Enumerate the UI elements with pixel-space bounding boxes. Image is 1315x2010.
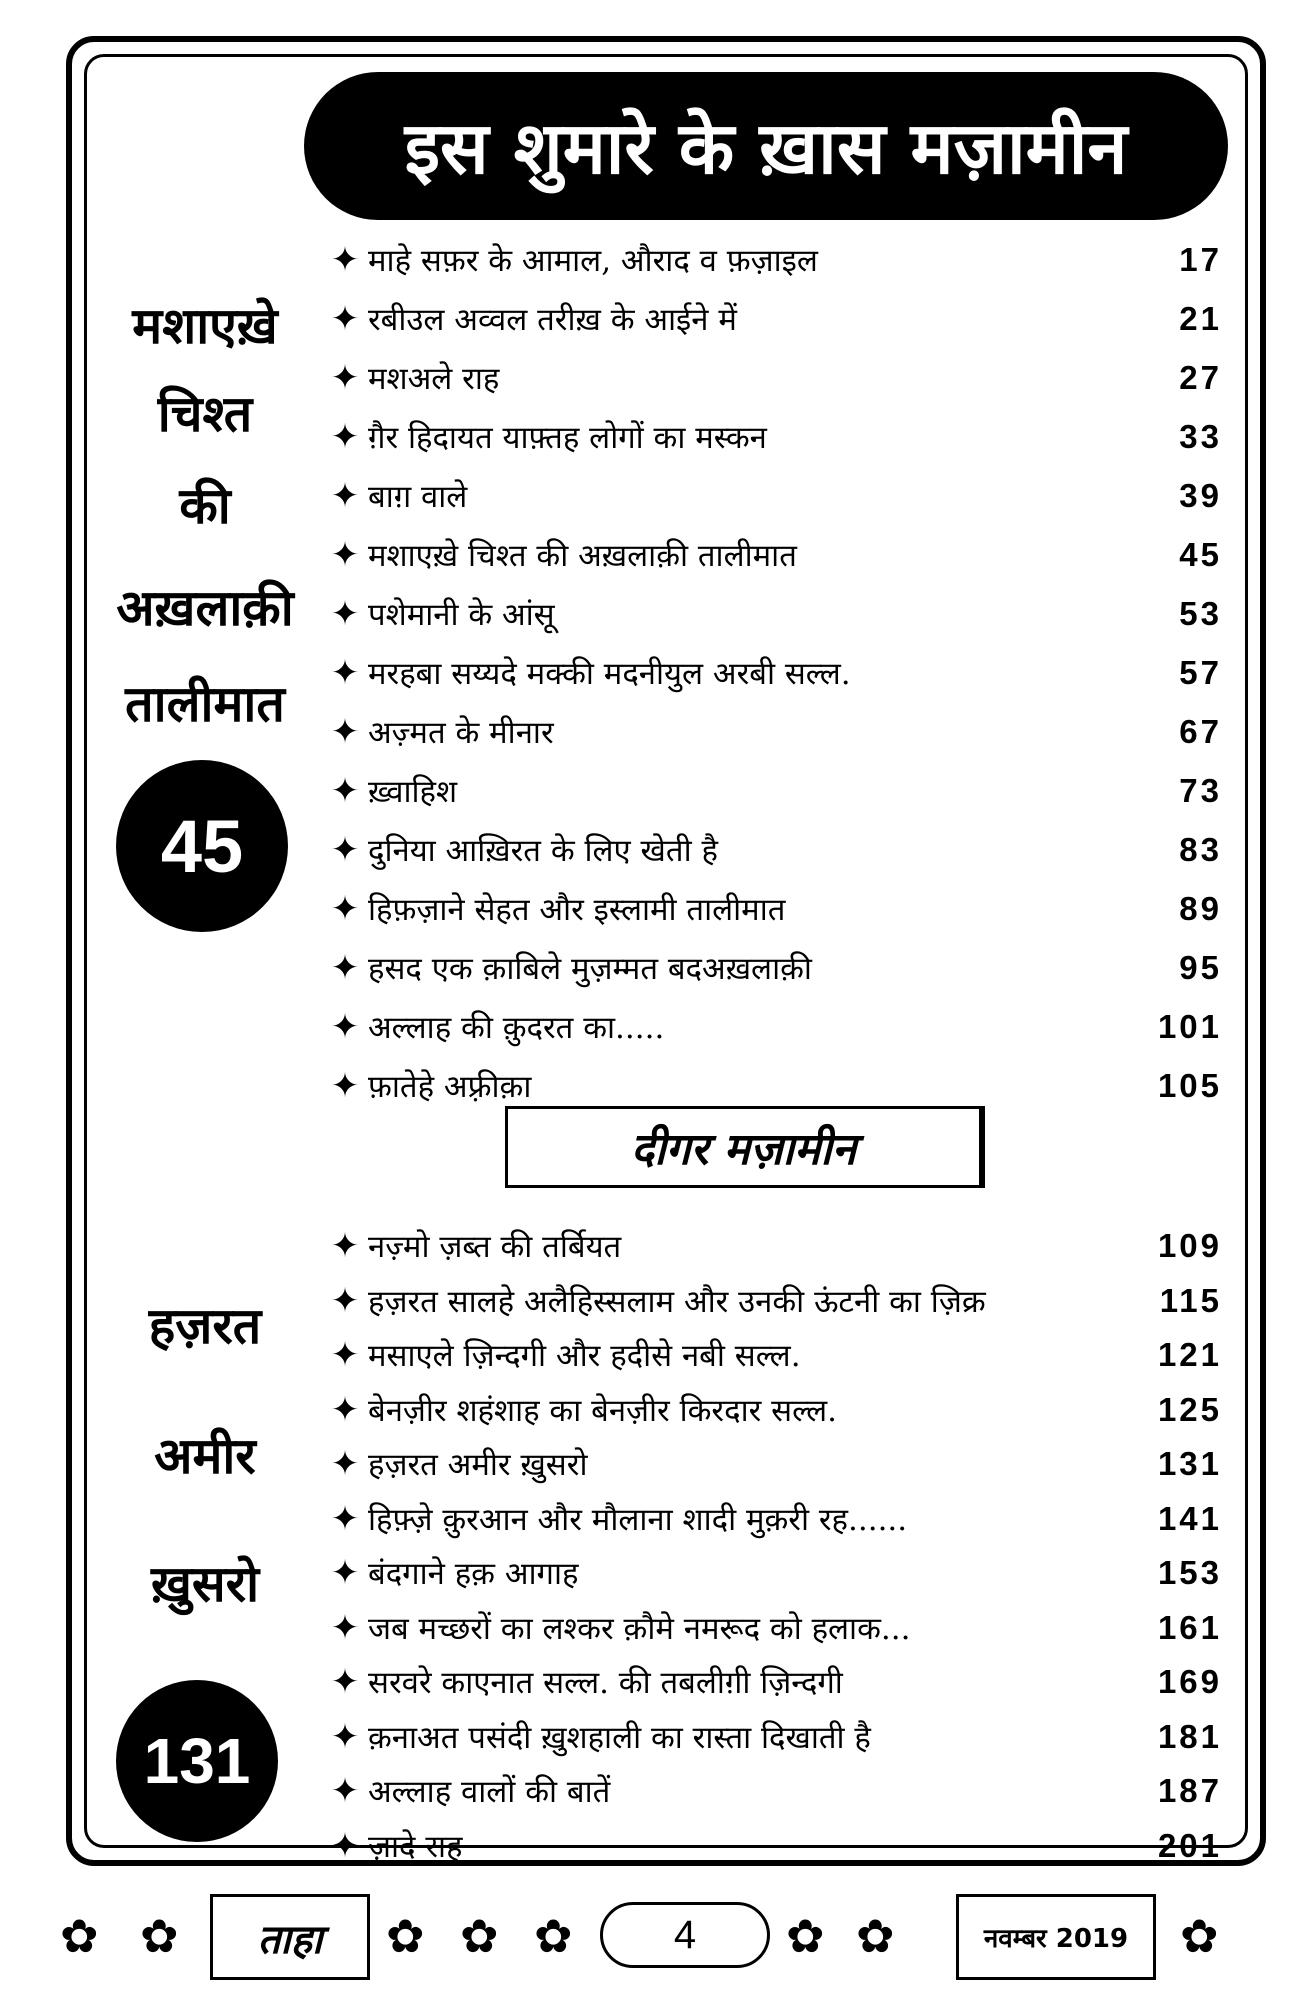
toc-entry [322, 295, 1222, 343]
toc-entry [322, 1062, 1222, 1110]
side-label-word: अख़लाक़ी [116, 578, 294, 637]
page-badge: 131 [116, 1680, 278, 1842]
toc-entry-page: 53 [1179, 595, 1222, 632]
page-number: 4 [600, 1902, 770, 1968]
toc-entry-page: 67 [1179, 713, 1222, 750]
toc-entry-title: बंदगाने हक़ आगाह [368, 1556, 579, 1592]
toc-entry-title: फ़ातेहे अफ़्रीक़ा [368, 1069, 532, 1105]
toc-entry [322, 1767, 1222, 1815]
toc-entry [322, 1277, 1222, 1325]
toc-entry [322, 236, 1222, 284]
toc-entry [322, 354, 1222, 402]
side-label-word: की [179, 476, 231, 535]
toc-entry [322, 944, 1222, 992]
toc-entry-page: 115 [1159, 1281, 1222, 1319]
diamond-star-icon: ✦ [330, 830, 360, 870]
flower-icon: ✿ [460, 1909, 499, 1963]
toc-entry-page: 105 [1157, 1067, 1222, 1104]
toc-entry-page: 141 [1157, 1499, 1222, 1537]
side-label-word: हज़रत [148, 1296, 262, 1355]
toc-entry-page: 181 [1157, 1717, 1222, 1755]
toc-entry [322, 708, 1222, 756]
toc-entry-title: रबीउल अव्वल तरीख़ के आईने में [368, 302, 737, 338]
diamond-star-icon: ✦ [330, 712, 360, 752]
toc-entry [322, 1440, 1222, 1488]
toc-entry [322, 1713, 1222, 1761]
toc-entry [322, 413, 1222, 461]
toc-entry [322, 1658, 1222, 1706]
flower-icon: ✿ [786, 1909, 825, 1963]
toc-entry-page: 89 [1179, 890, 1222, 927]
toc-entry [322, 1604, 1222, 1652]
diamond-star-icon: ✦ [330, 889, 360, 929]
diamond-star-icon: ✦ [330, 1444, 360, 1484]
toc-entry-page: 39 [1179, 477, 1222, 514]
diamond-star-icon: ✦ [330, 476, 360, 516]
toc-entry [322, 1222, 1222, 1270]
flower-icon: ✿ [1180, 1909, 1219, 1963]
toc-entry [322, 1386, 1222, 1434]
toc-entry [322, 1822, 1222, 1870]
page-title: इस शुमारे के ख़ास मज़ामीन [304, 72, 1228, 220]
diamond-star-icon: ✦ [330, 1553, 360, 1593]
toc-entry-page: 27 [1179, 359, 1222, 396]
toc-entry [322, 649, 1222, 697]
flower-icon: ✿ [856, 1909, 895, 1963]
diamond-star-icon: ✦ [330, 1771, 360, 1811]
toc-entry-page: 95 [1179, 949, 1222, 986]
toc-entry-page: 73 [1179, 772, 1222, 809]
toc-entry-title: बेनज़ीर शहंशाह का बेनज़ीर किरदार सल्ल. [368, 1392, 837, 1429]
toc-entry-page: 83 [1179, 831, 1222, 868]
issue-date: नवम्बर 2019 [956, 1894, 1156, 1980]
toc-entry-title: क़नाअत पसंदी ख़ुशहाली का रास्ता दिखाती है [368, 1719, 871, 1756]
diamond-star-icon: ✦ [330, 1066, 360, 1106]
toc-entry-title: पशेमानी के आंसू [368, 597, 555, 633]
diamond-star-icon: ✦ [330, 1226, 360, 1266]
flower-icon: ✿ [60, 1909, 99, 1963]
diamond-star-icon: ✦ [330, 948, 360, 988]
toc-entry-title: हज़रत सालहे अलैहिस्सलाम और उनकी ऊंटनी का ज़िक्र [368, 1283, 986, 1320]
toc-entry-title: मसाएले ज़िन्दगी और हदीसे नबी सल्ल. [368, 1338, 801, 1374]
side-label-word: तालीमात [125, 674, 285, 733]
toc-entry-page: 187 [1157, 1772, 1222, 1809]
toc-entry-page: 101 [1157, 1008, 1222, 1045]
flower-icon: ✿ [386, 1909, 425, 1963]
magazine-name: ताहा [210, 1894, 370, 1980]
flower-icon: ✿ [140, 1909, 179, 1963]
toc-entry-page: 169 [1157, 1663, 1222, 1700]
toc-entry-page: 131 [1157, 1445, 1222, 1482]
diamond-star-icon: ✦ [330, 358, 360, 398]
toc-entry-page: 33 [1179, 418, 1222, 455]
diamond-star-icon: ✦ [330, 299, 360, 339]
side-label-word: चिश्त [157, 384, 253, 443]
diamond-star-icon: ✦ [330, 1716, 360, 1757]
diamond-star-icon: ✦ [330, 1662, 360, 1702]
toc-entry-title: मरहबा सय्यदे मक्की मदनीयुल अरबी सल्ल. [368, 656, 851, 692]
toc-entry-page: 121 [1157, 1336, 1222, 1373]
diamond-star-icon: ✦ [330, 1280, 360, 1321]
side-label-word: अमीर [154, 1426, 256, 1485]
toc-entry-title: अल्लाह की क़ुदरत का..... [368, 1010, 665, 1046]
diamond-star-icon: ✦ [330, 417, 360, 457]
toc-entry-page: 161 [1157, 1608, 1222, 1646]
side-label-word: मशाएख़े [132, 296, 278, 355]
flower-icon: ✿ [534, 1909, 573, 1963]
diamond-star-icon: ✦ [330, 1389, 360, 1430]
toc-entry [322, 531, 1222, 579]
diamond-star-icon: ✦ [330, 771, 360, 811]
diamond-star-icon: ✦ [330, 240, 360, 280]
toc-entry-title: मशअले राह [368, 361, 500, 397]
toc-entry [322, 885, 1222, 933]
toc-entry-title: हिफ़्ज़े क़ुरआन और मौलाना शादी मुक़री रह...... [368, 1501, 908, 1538]
diamond-star-icon: ✦ [330, 1607, 360, 1648]
toc-entry-title: दुनिया आख़िरत के लिए खेती है [368, 833, 718, 869]
toc-entry [322, 590, 1222, 638]
toc-entry [322, 1003, 1222, 1051]
diamond-star-icon: ✦ [330, 594, 360, 634]
page-badge: 45 [116, 760, 288, 932]
toc-entry-title: नज़्मो ज़ब्त की तर्बियत [368, 1229, 622, 1265]
toc-entry-page: 57 [1179, 654, 1222, 691]
toc-entry [322, 826, 1222, 874]
toc-entry-page: 125 [1157, 1390, 1222, 1428]
toc-entry [322, 1549, 1222, 1597]
toc-entry [322, 1495, 1222, 1543]
toc-entry-page: 45 [1179, 536, 1222, 573]
toc-entry-title: मशाएख़े चिश्त की अख़लाक़ी तालीमात [368, 538, 797, 574]
toc-entry-title: अल्लाह वालों की बातें [368, 1774, 611, 1810]
toc-entry-title: माहे सफ़र के आमाल, औराद व फ़ज़ाइल [368, 243, 818, 279]
toc-entry-title: जब मच्छरों का लश्कर क़ौमे नमरूद को हलाक... [368, 1610, 911, 1647]
toc-entry-page: 153 [1157, 1554, 1222, 1591]
toc-entry-title: ग़ैर हिदायत याफ़्तह लोगों का मस्कन [368, 420, 767, 456]
toc-entry [322, 1331, 1222, 1379]
toc-entry-title: बाग़ वाले [368, 479, 468, 515]
toc-entry [322, 767, 1222, 815]
diamond-star-icon: ✦ [330, 653, 360, 693]
toc-entry-title: हसद एक क़ाबिले मुज़म्मत बदअख़लाक़ी [368, 951, 812, 987]
toc-entry-title: ख़्वाहिश [368, 774, 458, 810]
toc-entry-title: हज़रत अमीर ख़ुसरो [368, 1447, 588, 1483]
toc-entry-page: 17 [1179, 241, 1222, 278]
toc-entry-title: अज़्मत के मीनार [368, 715, 554, 751]
toc-entry-title: सरवरे काएनात सल्ल. की तबलीग़ी ज़िन्दगी [368, 1665, 843, 1701]
toc-entry-title: ज़ादे राह [368, 1828, 463, 1865]
toc-entry-page: 201 [1157, 1826, 1222, 1864]
diamond-star-icon: ✦ [330, 1007, 360, 1047]
toc-entry-title: हिफ़ज़ाने सेहत और इस्लामी तालीमात [368, 892, 786, 928]
diamond-star-icon: ✦ [330, 1825, 360, 1866]
diamond-star-icon: ✦ [330, 1335, 360, 1375]
page-footer [40, 1884, 1280, 1988]
toc-entry-page: 109 [1157, 1227, 1222, 1264]
toc-entry [322, 472, 1222, 520]
side-label-word: ख़ुसरो [150, 1554, 260, 1613]
section-heading: दीगर मज़ामीन [505, 1106, 985, 1188]
toc-entry-page: 21 [1179, 300, 1222, 337]
diamond-star-icon: ✦ [330, 535, 360, 575]
diamond-star-icon: ✦ [330, 1498, 360, 1539]
